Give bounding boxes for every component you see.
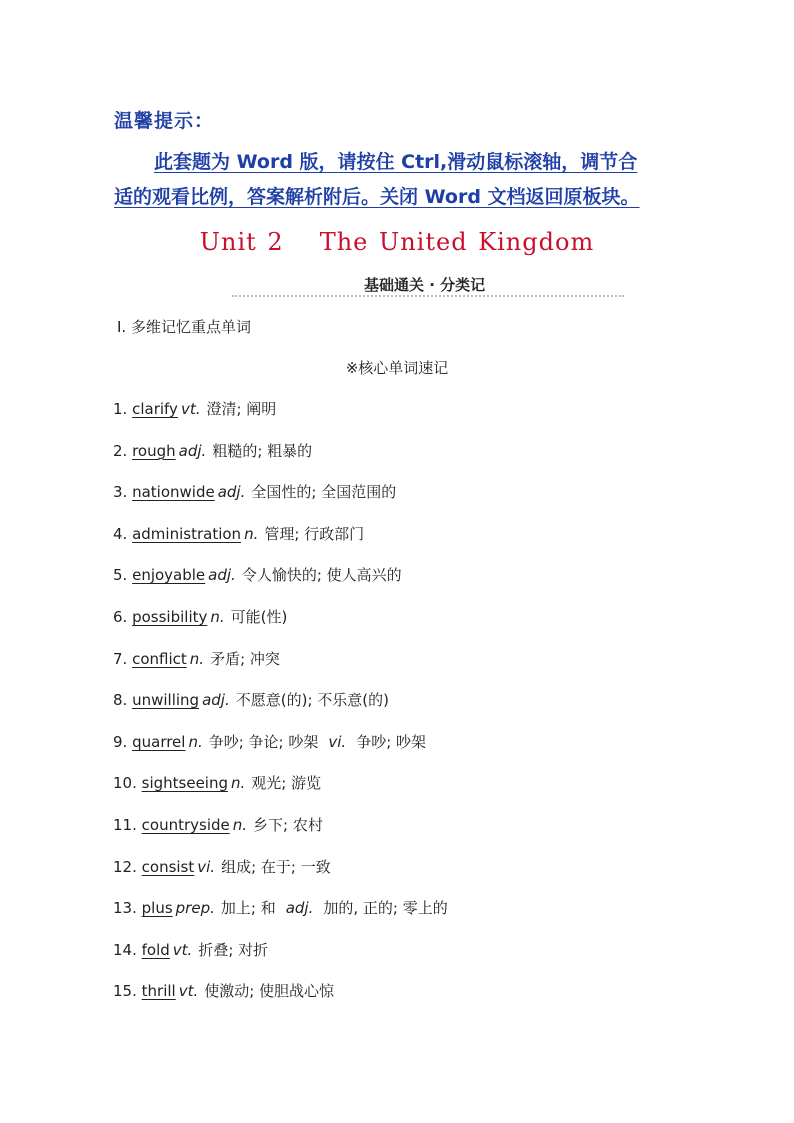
word-pos: adj. <box>202 691 230 710</box>
word-item <box>113 648 448 690</box>
word-item <box>113 564 448 606</box>
word-meaning: 争吵; 争论; 吵架 <box>208 732 319 751</box>
word-meaning: 令人愉快的; 使人高兴的 <box>241 566 402 585</box>
word-term: possibility <box>132 607 208 626</box>
word-number: 15. <box>113 982 137 1001</box>
word-meaning: 使激动; 使胆战心惊 <box>204 982 335 1001</box>
word-pos: adj. <box>217 483 246 502</box>
word-number: 10. <box>113 774 137 793</box>
word-number: 8. <box>113 691 128 710</box>
word-number: 12. <box>113 857 137 876</box>
word-meaning: 乡下; 农村 <box>253 815 323 834</box>
word-term: sightseeing <box>141 774 229 793</box>
sub-heading: ※核心单词速记 <box>345 359 449 377</box>
word-item <box>113 731 448 773</box>
word-meaning: 澄清; 阐明 <box>206 400 277 418</box>
word-pos: n. <box>210 607 225 626</box>
word-item <box>113 856 448 898</box>
word-term: unwilling <box>132 691 200 710</box>
word-number: 14. <box>113 940 137 959</box>
word-pos: prep. <box>175 899 215 918</box>
word-meaning: 折叠; 对折 <box>198 940 269 959</box>
word-meaning: 矛盾; 冲突 <box>210 649 280 668</box>
word-item <box>113 897 448 939</box>
word-item <box>113 772 448 814</box>
word-number: 6. <box>113 607 128 626</box>
word-pos-secondary: vi. <box>328 732 347 751</box>
word-term: rough <box>132 441 176 460</box>
word-pos: n. <box>188 732 203 751</box>
word-pos: n. <box>231 774 246 793</box>
word-term: quarrel <box>132 732 186 751</box>
word-item <box>113 523 448 565</box>
word-number: 4. <box>113 524 128 543</box>
word-meaning: 管理; 行政部门 <box>264 524 365 543</box>
word-pos: adj. <box>208 566 236 585</box>
word-number: 7. <box>113 649 128 668</box>
word-meaning: 可能(性) <box>230 607 288 626</box>
word-term: fold <box>141 940 170 959</box>
tip-heading: 温馨提示： <box>114 110 215 132</box>
word-pos: vt. <box>172 940 193 959</box>
word-meaning-secondary: 加的, 正的; 零上的 <box>323 899 448 918</box>
word-pos: vt. <box>180 400 201 418</box>
dotted-divider <box>232 295 624 297</box>
unit-title <box>0 228 794 256</box>
tip-line-1: 此套题为 Word 版，请按住 Ctrl,滑动鼠标滚轴，调节合 <box>154 151 638 173</box>
word-number: 2. <box>113 441 128 460</box>
word-pos: vi. <box>197 857 216 876</box>
word-number: 5. <box>113 566 128 585</box>
word-term: administration <box>132 524 242 543</box>
word-pos: adj. <box>178 441 207 460</box>
section-label: 基础通关 · 分类记 <box>364 276 486 294</box>
word-item <box>113 440 448 482</box>
word-term: enjoyable <box>132 566 206 585</box>
word-meaning-secondary: 争吵; 吵架 <box>356 732 427 751</box>
word-number: 9. <box>113 732 128 751</box>
word-item <box>113 481 448 523</box>
word-number: 3. <box>113 483 128 502</box>
word-term: nationwide <box>132 483 215 502</box>
word-meaning: 观光; 游览 <box>251 774 322 793</box>
word-term: plus <box>141 899 173 918</box>
word-meaning: 加上; 和 <box>220 899 276 918</box>
word-pos: n. <box>189 649 205 668</box>
word-item <box>113 689 448 731</box>
word-meaning: 不愿意(的); 不乐意(的) <box>235 691 389 710</box>
word-item <box>113 606 448 648</box>
unit-name: The United Kingdom <box>319 228 595 256</box>
tip-body <box>114 145 694 215</box>
word-item <box>113 980 448 1022</box>
word-meaning: 组成; 在于; 一致 <box>221 857 331 876</box>
word-number: 1. <box>113 400 128 418</box>
word-list <box>113 398 448 1022</box>
word-term: clarify <box>132 400 178 418</box>
word-number: 13. <box>113 899 137 918</box>
word-term: conflict <box>132 649 187 668</box>
word-term: thrill <box>141 982 176 1001</box>
word-term: consist <box>141 857 195 876</box>
word-meaning: 全国性的; 全国范围的 <box>251 483 397 502</box>
word-term: countryside <box>141 815 230 834</box>
word-item <box>113 939 448 981</box>
tip-line-2: 适的观看比例，答案解析附后。关闭 Word 文档返回原板块。 <box>114 186 640 208</box>
word-item <box>113 398 448 440</box>
word-meaning: 粗糙的; 粗暴的 <box>212 441 313 460</box>
part-heading: Ⅰ. 多维记忆重点单词 <box>117 318 251 336</box>
word-pos: vt. <box>178 982 199 1001</box>
word-pos: n. <box>232 815 248 834</box>
word-number: 11. <box>113 815 137 834</box>
word-pos-secondary: adj. <box>285 899 314 918</box>
unit-number: Unit 2 <box>199 228 284 256</box>
word-pos: n. <box>244 524 259 543</box>
word-item <box>113 814 448 856</box>
